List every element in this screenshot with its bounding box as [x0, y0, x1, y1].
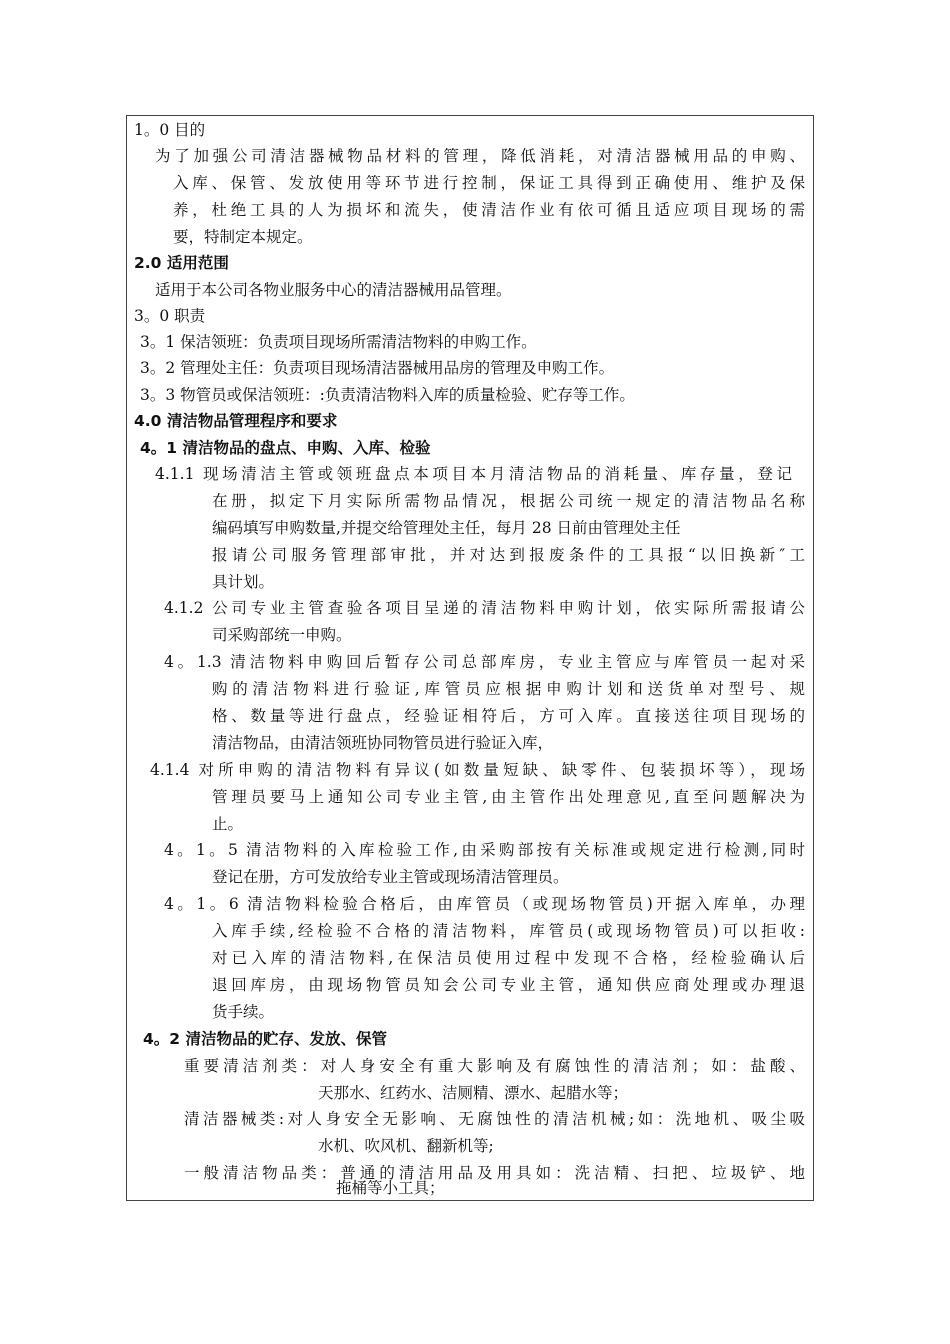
paragraph-line: 天那水、红药水、洁厕精、漂水、起腊水等； — [318, 1084, 629, 1102]
paragraph-line: 购的清洁物料进行验证,库管员应根据申购计划和送货单对型号、规 — [212, 680, 805, 698]
paragraph-line: 对已入库的清洁物料,在保洁员使用过程中发现不合格，经检验确认后 — [212, 949, 805, 967]
paragraph-line: 司采购部统一申购。 — [212, 626, 352, 644]
paragraph-line: 为了加强公司清洁器械物品材料的管理，降低消耗，对清洁器械用品的申购、 — [155, 147, 805, 165]
paragraph-line: 格、数量等进行盘点，经验证相符后，方可入库。直接送往项目现场的 — [212, 707, 805, 725]
paragraph-line: 4.1.4 对所申购的清洁物料有异议(如数量短缺、缺零件、包装损坏等），现场 — [150, 761, 805, 779]
paragraph-line: 养，杜绝工具的人为损坏和流失，使清洁作业有依可循且适应项目现场的需 — [173, 201, 805, 219]
paragraph-line: 退回库房，由现场物管员知会公司专业主管，通知供应商处理或办理退 — [212, 976, 805, 994]
subsection-heading: 4。2 清洁物品的贮存、发放、保管 — [143, 1030, 387, 1048]
paragraph-line: 入库手续,经检验不合格的清洁物料，库管员(或现场物管员)可以拒收: — [212, 922, 805, 940]
paragraph-line: 4。1.3 清洁物料申购回后暂存公司总部库房，专业主管应与库管员一起对采 — [164, 653, 805, 671]
paragraph-line: 编码填写申购数量,并提交给管理处主任，每月 28 日前由管理处主任 — [212, 519, 681, 537]
paragraph-line: 3。2 管理处主任：负责项目现场清洁器械用品房的管理及申购工作。 — [140, 359, 615, 377]
paragraph-line: 清洁器械类:对人身安全无影响、无腐蚀性的清洁机械;如：洗地机、吸尘吸 — [184, 1110, 805, 1128]
paragraph-line: 4.1.2 公司专业主管查验各项目呈递的清洁物料申购计划，依实际所需报请公 — [164, 599, 805, 617]
paragraph-line: 清洁物品，由清洁领班协同物管员进行验证入库， — [212, 734, 554, 752]
paragraph-line: 止。 — [212, 815, 244, 833]
paragraph-line: 入库、保管、发放使用等环节进行控制，保证工具得到正确使用、维护及保 — [173, 174, 805, 192]
section-heading-purpose: 1。0 目的 — [134, 121, 206, 139]
paragraph-line: 在册，拟定下月实际所需物品情况，根据公司统一规定的清洁物品名称 — [212, 492, 805, 510]
paragraph-line: 适用于本公司各物业服务中心的清洁器械用品管理。 — [155, 281, 512, 299]
section-heading-scope: 2.0 适用范围 — [134, 254, 229, 272]
paragraph-line: 具计划。 — [212, 573, 275, 591]
paragraph-line: 登记在册，方可发放给专业主管或现场清洁管理员。 — [212, 868, 569, 886]
paragraph-line: 拖桶等小工具； — [336, 1179, 445, 1197]
paragraph-line: 3。3 物管员或保洁领班：:负责清洁物料入库的质量检验、贮存等工作。 — [140, 386, 635, 404]
paragraph-line: 一般清洁物品类：普通的清洁用品及用具如：洗洁精、扫把、垃圾铲、地 — [184, 1164, 805, 1182]
paragraph-line: 管理员要马上通知公司专业主管,由主管作出处理意见,直至问题解决为 — [212, 788, 805, 806]
paragraph-line: 3。1 保洁领班：负责项目现场所需清洁物料的申购工作。 — [140, 333, 537, 351]
paragraph-line: 要，特制定本规定。 — [173, 228, 313, 246]
paragraph-line: 报请公司服务管理部审批，并对达到报废条件的工具报“以旧换新″工 — [212, 546, 805, 564]
paragraph-line: 4.1.1 现场清洁主管或领班盘点本项目本月清洁物品的消耗量、库存量，登记 — [155, 465, 792, 483]
paragraph-line: 重要清洁剂类：对人身安全有重大影响及有腐蚀性的清洁剂；如：盐酸、 — [184, 1057, 805, 1075]
paragraph-line: 4。1。5 清洁物料的入库检验工作,由采购部按有关标准或规定进行检测,同时 — [164, 841, 805, 859]
paragraph-line: 货手续。 — [212, 1003, 275, 1021]
section-heading-responsibilities: 3。0 职责 — [134, 307, 206, 325]
section-heading-procedure: 4.0 清洁物品管理程序和要求 — [134, 412, 338, 430]
paragraph-line: 4。1。6 清洁物料检验合格后，由库管员（或现场物管员)开据入库单，办理 — [164, 895, 805, 913]
paragraph-line: 水机、吹风机、翻新机等; — [318, 1137, 494, 1155]
subsection-heading: 4。1 清洁物品的盘点、申购、入库、检验 — [140, 439, 431, 457]
